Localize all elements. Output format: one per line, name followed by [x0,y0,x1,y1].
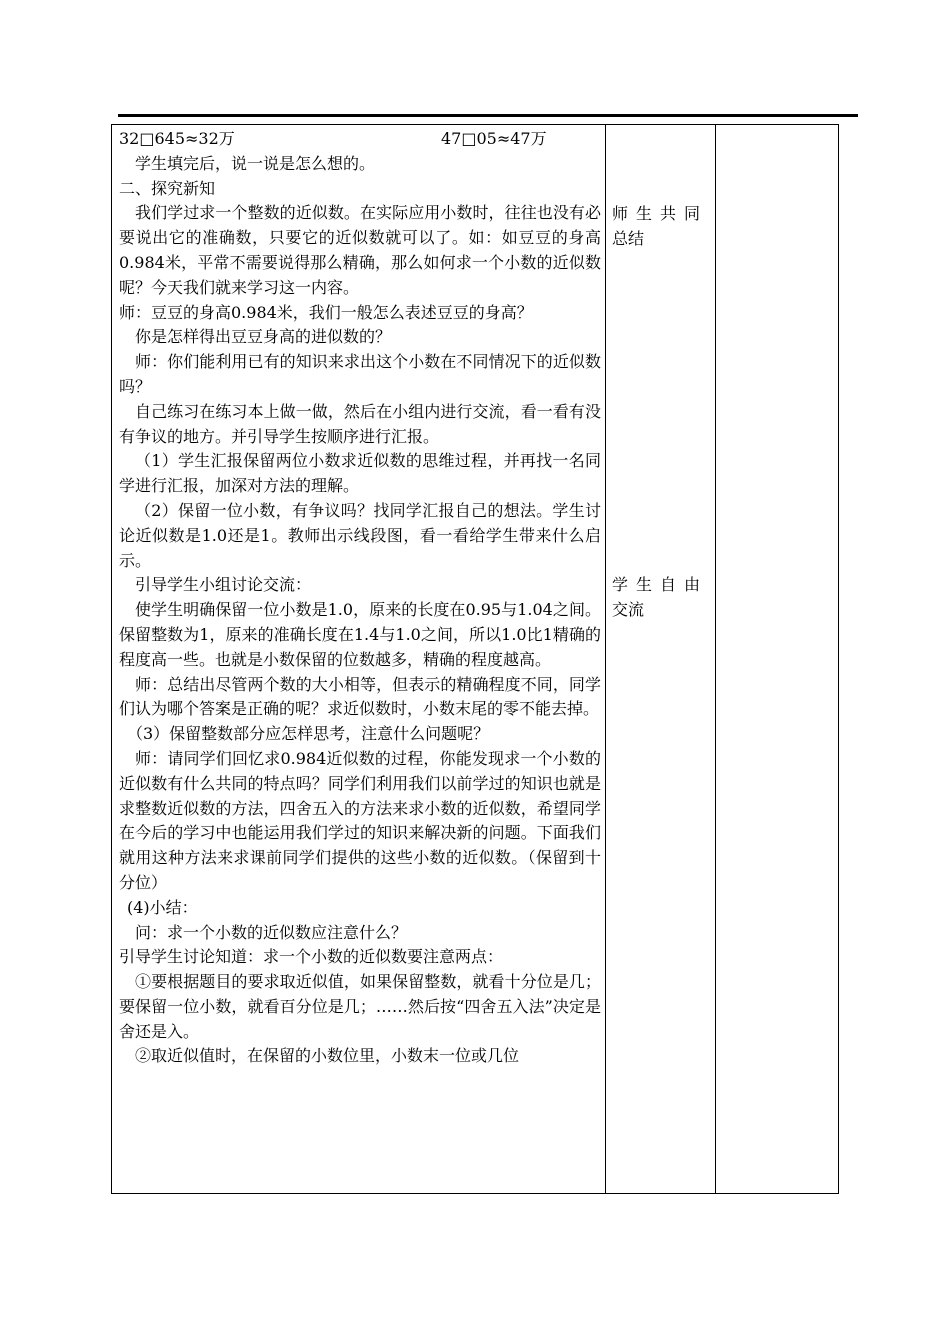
lesson-table [111,124,839,1194]
paragraph: 你是怎样得出豆豆身高的进似数的？ [135,327,392,347]
paragraph: （2）保留一位小数，有争议吗？找同学汇报自己的想法。学生讨论近似数是1.0还是1。教师出示线段图，看一看给学生带来什么启示。 [119,500,601,570]
paragraph: 问：求一个小数的近似数应注意什么？ [135,922,408,942]
paragraph: ②取近似值时，在保留的小数位里，小数末一位或几位 [135,1046,520,1066]
section-heading: 二、探究新知 [119,178,216,198]
paragraph: 使学生明确保留一位小数是1.0，原来的长度在0.95与1.04之间。保留整数为1，原来的准确长度在1.4与1.0之间，所以1.0比1精确的程度高一些。也就是小数保留的位数越多，精确的程度越高。 [119,600,601,669]
paragraph: 我们学过求一个整数的近似数。在实际应用小数时，往往也没有必要说出它的准确数，只要它的近似数就可以了。如：如豆豆的身高0.984米，平常不需要说得那么精确，那么如何求一个小数的近似数呢？今天我们就来学习这一内容。 [119,203,601,297]
activity-note-summary [612,202,708,252]
exercise-right: 47□05≈47万 [441,129,547,148]
paragraph: 自己练习在练习本上做一做，然后在小组内进行交流，看一看有没有争议的地方。并引导学生按顺序进行汇报。 [119,401,601,446]
note-line: 总结 [612,228,645,248]
paragraph: 学生填完后，说一说是怎么想的。 [135,153,376,173]
note-line: 学生自由 [612,575,709,594]
paragraph: 师：总结出尽管两个数的大小相等，但表示的精确程度不同，同学们认为哪个答案是正确的呢？求近似数时，小数末尾的零不能去掉。 [119,674,601,719]
column-divider [715,125,716,1193]
paragraph: （3）保留整数部分应怎样思考，注意什么问题呢？ [127,724,490,744]
paragraph: (4)小结： [127,897,198,917]
note-line: 师生共同 [612,204,709,223]
teaching-content-cell [119,127,601,1069]
paragraph: 师：请同学们回忆求0.984近似数的过程，你能发现求一个小数的近似数有什么共同的特点吗？同学们利用我们以前学过的知识也就是求整数近似数的方法，四舍五入的方法来求小数的近似数，希望同学在今后的学习中也能运用我们学过的知识来解决新的问题。下面我们就用这种方法来求课前同学们提供的这些小数的近似数。（保留到十分位） [119,748,601,892]
paragraph: 师：豆豆的身高0.984米，我们一般怎么表述豆豆的身高？ [119,302,533,322]
activity-note-exchange [612,573,708,623]
paragraph: ①要根据题目的要求取近似值，如果保留整数，就看十分位是几；要保留一位小数，就看百分位是几；……然后按“四舍五入法”决定是舍还是入。 [119,972,601,1041]
paragraph: 引导学生讨论知道：求一个小数的近似数要注意两点： [119,947,504,967]
exercise-row [119,127,601,152]
exercise-left: 32□645≈32万 [119,129,235,148]
paragraph: 引导学生小组讨论交流： [135,575,312,595]
paragraph: （1）学生汇报保留两位小数求近似数的思维过程，并再找一名同学进行汇报，加深对方法的理解。 [119,451,601,496]
note-line: 交流 [612,599,645,619]
column-divider [605,125,606,1193]
header-rule [118,114,858,117]
paragraph: 师：你们能利用已有的知识来求出这个小数在不同情况下的近似数吗？ [119,352,601,396]
